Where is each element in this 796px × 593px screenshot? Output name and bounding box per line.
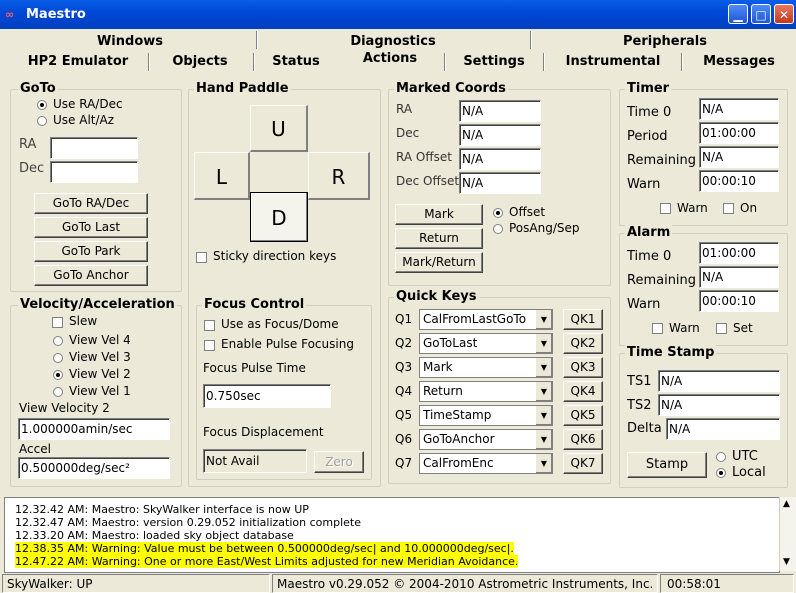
alarm-remaining-value: N/A — [699, 266, 779, 288]
marked-ra-offset-value: N/A — [459, 148, 541, 170]
scroll-up-icon[interactable]: ▲ — [783, 499, 790, 509]
goto-dec-label: Dec — [19, 161, 45, 176]
offset-label: Offset — [509, 205, 546, 219]
alarm-remaining-label: Remaining — [627, 273, 697, 288]
alarm-warn-label: Warn — [627, 297, 661, 312]
use-focus-dome-label: Use as Focus/Dome — [221, 317, 339, 331]
use-radec-label: Use RA/Dec — [53, 97, 123, 111]
goto-last-button[interactable]: GoTo Last — [34, 217, 148, 238]
quick-keys-title: Quick Keys — [396, 289, 477, 304]
marked-dec-label: Dec — [396, 126, 420, 140]
quick-key-select[interactable] — [419, 309, 553, 330]
alarm-time0-label: Time 0 — [627, 249, 672, 264]
use-altaz-label: Use Alt/Az — [53, 113, 115, 127]
alarm-warn-input[interactable]: 00:00:10 — [699, 290, 779, 312]
marked-dec-offset-label: Dec Offset — [396, 174, 460, 188]
sticky-keys-label: Sticky direction keys — [213, 249, 337, 263]
quick-key-label: Q3 — [395, 360, 413, 374]
ts2-label: TS2 — [627, 398, 652, 413]
focus-pulse-time-input[interactable]: 0.750sec — [203, 384, 331, 408]
marked-ra-label: RA — [396, 102, 413, 116]
marked-ra-offset-label: RA Offset — [396, 150, 452, 164]
posang-sep-label: PosAng/Sep — [509, 221, 580, 235]
goto-park-button[interactable]: GoTo Park — [34, 241, 148, 262]
local-label: Local — [732, 465, 766, 480]
offset-radio[interactable] — [493, 208, 503, 218]
status-copyright: Maestro v0.29.052 © 2004-2010 Astrometric Instruments, Inc. — [272, 574, 658, 593]
tab-divider — [444, 53, 445, 71]
delta-value: N/A — [666, 418, 780, 440]
accel-input[interactable]: 0.500000deg/sec² — [18, 457, 170, 479]
timer-warn-checkbox[interactable] — [660, 203, 671, 214]
quick-key-label: Q4 — [395, 384, 413, 398]
view-vel3-radio[interactable] — [53, 353, 63, 363]
timer-title: Timer — [627, 81, 670, 96]
view-vel1-label: View Vel 1 — [69, 384, 131, 398]
timer-time0-label: Time 0 — [627, 105, 672, 120]
delta-label: Delta — [627, 421, 662, 436]
local-radio[interactable] — [716, 468, 726, 478]
focus-title: Focus Control — [204, 297, 305, 312]
timer-remaining-label: Remaining — [627, 153, 697, 168]
quick-key-select[interactable] — [419, 429, 553, 450]
close-icon: ✕ — [778, 8, 790, 22]
quick-key-select[interactable] — [419, 453, 553, 474]
timer-warn-label: Warn — [627, 177, 661, 192]
quick-key-label: Q7 — [395, 456, 413, 470]
chevron-down-icon[interactable]: ▼ — [535, 454, 552, 473]
goto-anchor-button[interactable]: GoTo Anchor — [34, 265, 148, 286]
tab-hp2-emulator[interactable]: HP2 Emulator — [27, 54, 129, 69]
quick-key-label: Q1 — [395, 312, 413, 326]
focus-pulse-time-label: Focus Pulse Time — [203, 361, 306, 375]
tab-divider — [148, 53, 149, 71]
quick-key-button[interactable]: QK7 — [563, 453, 603, 474]
window-title: Maestro — [26, 7, 86, 22]
sticky-keys-checkbox[interactable] — [196, 252, 207, 263]
tab-diagnostics[interactable]: Diagnostics — [350, 34, 436, 49]
quick-key-button[interactable]: QK5 — [563, 405, 603, 426]
paddle-down-button[interactable]: D — [250, 192, 308, 242]
view-vel1-radio[interactable] — [53, 387, 63, 397]
app-icon: ∞ — [5, 8, 15, 21]
maximize-button[interactable] — [751, 4, 771, 24]
quick-key-select-value: CalFromLastGoTo — [423, 312, 527, 326]
chevron-down-icon[interactable]: ▼ — [535, 358, 552, 377]
status-connection: SkyWalker: UP — [2, 574, 270, 593]
chevron-down-icon[interactable]: ▼ — [535, 430, 552, 449]
close-button[interactable] — [774, 4, 794, 24]
mark-button[interactable]: Mark — [395, 204, 483, 225]
log-scrollbar[interactable] — [779, 497, 796, 571]
quick-key-select-value: Mark — [423, 360, 453, 374]
timer-warn-input[interactable]: 00:00:10 — [699, 170, 779, 192]
status-clock: 00:58:01 — [660, 574, 794, 593]
timestamp-title: Time Stamp — [627, 345, 715, 360]
focus-zero-button[interactable]: Zero — [314, 451, 364, 473]
tab-divider — [253, 53, 254, 71]
tab-divider — [256, 31, 257, 49]
alarm-set-label: Set — [733, 321, 753, 335]
quick-key-select-value: TimeStamp — [423, 408, 492, 422]
focus-displacement-label: Focus Displacement — [203, 425, 324, 439]
tab-windows[interactable]: Windows — [96, 34, 164, 49]
tab-instrumental[interactable]: Instrumental — [565, 54, 661, 69]
log-line: 12.33.20 AM: Maestro: loaded sky object database — [15, 529, 294, 542]
stamp-button[interactable]: Stamp — [627, 452, 707, 478]
quick-key-button[interactable]: QK2 — [563, 333, 603, 354]
slew-checkbox[interactable] — [52, 317, 63, 328]
paddle-up-button[interactable]: U — [250, 105, 308, 152]
message-log[interactable] — [4, 497, 780, 573]
quick-key-select[interactable] — [419, 357, 553, 378]
alarm-warn-checkbox[interactable] — [652, 323, 663, 334]
title-bar[interactable] — [0, 0, 796, 29]
goto-title: GoTo — [20, 81, 56, 96]
marked-ra-value: N/A — [459, 100, 541, 122]
timer-period-label: Period — [627, 129, 668, 144]
goto-dec-input[interactable] — [50, 161, 138, 183]
view-vel4-radio[interactable] — [53, 336, 63, 346]
timer-time0-value: N/A — [699, 98, 779, 120]
minimize-icon: ▁ — [733, 8, 743, 22]
enable-pulse-label: Enable Pulse Focusing — [221, 337, 354, 351]
view-vel4-label: View Vel 4 — [69, 333, 131, 347]
view-vel2-label: View Vel 2 — [69, 367, 131, 381]
velocity-title: Velocity/Acceleration — [20, 297, 175, 312]
scroll-down-icon[interactable]: ▼ — [783, 557, 790, 567]
use-altaz-radio[interactable] — [37, 116, 47, 126]
quick-key-label: Q5 — [395, 408, 413, 422]
use-focus-dome-checkbox[interactable] — [204, 320, 215, 331]
use-radec-radio[interactable] — [37, 100, 47, 110]
alarm-set-checkbox[interactable] — [716, 323, 727, 334]
quick-key-button[interactable]: QK1 — [563, 309, 603, 330]
marked-coords-title: Marked Coords — [396, 81, 506, 96]
timer-on-checkbox[interactable] — [723, 203, 734, 214]
ts1-label: TS1 — [627, 374, 652, 389]
tab-messages[interactable]: Messages — [703, 54, 775, 69]
tab-objects[interactable]: Objects — [172, 54, 228, 69]
timer-warn-checkbox-label: Warn — [677, 201, 708, 215]
slew-label: Slew — [69, 314, 98, 328]
tab-divider — [530, 31, 531, 49]
return-button[interactable]: Return — [395, 228, 483, 249]
ts2-value: N/A — [658, 394, 780, 416]
quick-key-select[interactable] — [419, 381, 553, 402]
alarm-title: Alarm — [627, 225, 671, 240]
utc-radio[interactable] — [716, 452, 726, 462]
timer-on-label: On — [740, 201, 758, 215]
quick-key-button[interactable]: QK6 — [563, 429, 603, 450]
quick-key-button[interactable]: QK4 — [563, 381, 603, 402]
log-line: 12.32.42 AM: Maestro: SkyWalker interface is now UP — [15, 503, 309, 516]
view-vel2-radio[interactable] — [53, 370, 63, 380]
view-velocity-label: View Velocity 2 — [19, 401, 110, 415]
maximize-icon: □ — [755, 8, 767, 22]
log-warning-line: 12.38.35 AM: Warning: Value must be between 0.500000deg/sec| and 10.000000deg/sec|. — [15, 542, 514, 555]
quick-key-select-value: Return — [423, 384, 463, 398]
tab-peripherals[interactable]: Peripherals — [623, 34, 707, 49]
quick-key-select[interactable] — [419, 333, 553, 354]
quick-key-select-value: CalFromEnc — [423, 456, 494, 470]
tab-divider — [681, 53, 682, 71]
goto-radec-button[interactable]: GoTo RA/Dec — [34, 193, 148, 214]
tab-actions[interactable]: Actions — [362, 51, 418, 66]
view-velocity-input[interactable]: 1.000000amin/sec — [18, 418, 170, 440]
chevron-down-icon[interactable]: ▼ — [535, 406, 552, 425]
focus-displacement-value: Not Avail — [203, 449, 307, 473]
timer-period-input[interactable]: 01:00:00 — [699, 122, 779, 144]
alarm-warn-checkbox-label: Warn — [669, 321, 700, 335]
quick-key-label: Q6 — [395, 432, 413, 446]
log-line: 12.32.47 AM: Maestro: version 0.29.052 initialization complete — [15, 516, 361, 529]
goto-ra-input[interactable] — [50, 137, 138, 159]
paddle-right-button[interactable]: R — [308, 152, 370, 200]
accel-label: Accel — [19, 442, 51, 456]
marked-dec-value: N/A — [459, 124, 541, 146]
quick-key-select-value: GoToLast — [423, 336, 478, 350]
ts1-value: N/A — [658, 370, 780, 392]
quick-key-select-value: GoToAnchor — [423, 432, 495, 446]
view-vel3-label: View Vel 3 — [69, 350, 131, 364]
enable-pulse-checkbox[interactable] — [204, 340, 215, 351]
posang-sep-radio[interactable] — [493, 224, 503, 234]
minimize-button[interactable] — [728, 4, 748, 24]
tab-divider — [543, 53, 544, 71]
tab-strip — [0, 29, 796, 74]
quick-key-select[interactable] — [419, 405, 553, 426]
goto-ra-label: RA — [19, 137, 37, 152]
chevron-down-icon[interactable]: ▼ — [535, 382, 552, 401]
paddle-left-button[interactable]: L — [194, 152, 250, 200]
alarm-time0-input[interactable]: 01:00:00 — [699, 242, 779, 264]
tab-status[interactable]: Status — [272, 54, 320, 69]
utc-label: UTC — [732, 449, 758, 464]
hand-paddle-title: Hand Paddle — [196, 81, 289, 96]
marked-dec-offset-value: N/A — [459, 172, 541, 194]
chevron-down-icon[interactable]: ▼ — [535, 334, 552, 353]
chevron-down-icon[interactable]: ▼ — [535, 310, 552, 329]
log-warning-line: 12.47.22 AM: Warning: One or more East/West Limits adjusted for new Meridian Avoidance. — [15, 555, 519, 568]
quick-key-button[interactable]: QK3 — [563, 357, 603, 378]
mark-return-button[interactable]: Mark/Return — [395, 252, 483, 273]
tab-settings[interactable]: Settings — [463, 54, 525, 69]
quick-key-label: Q2 — [395, 336, 413, 350]
timer-remaining-value: N/A — [699, 146, 779, 168]
